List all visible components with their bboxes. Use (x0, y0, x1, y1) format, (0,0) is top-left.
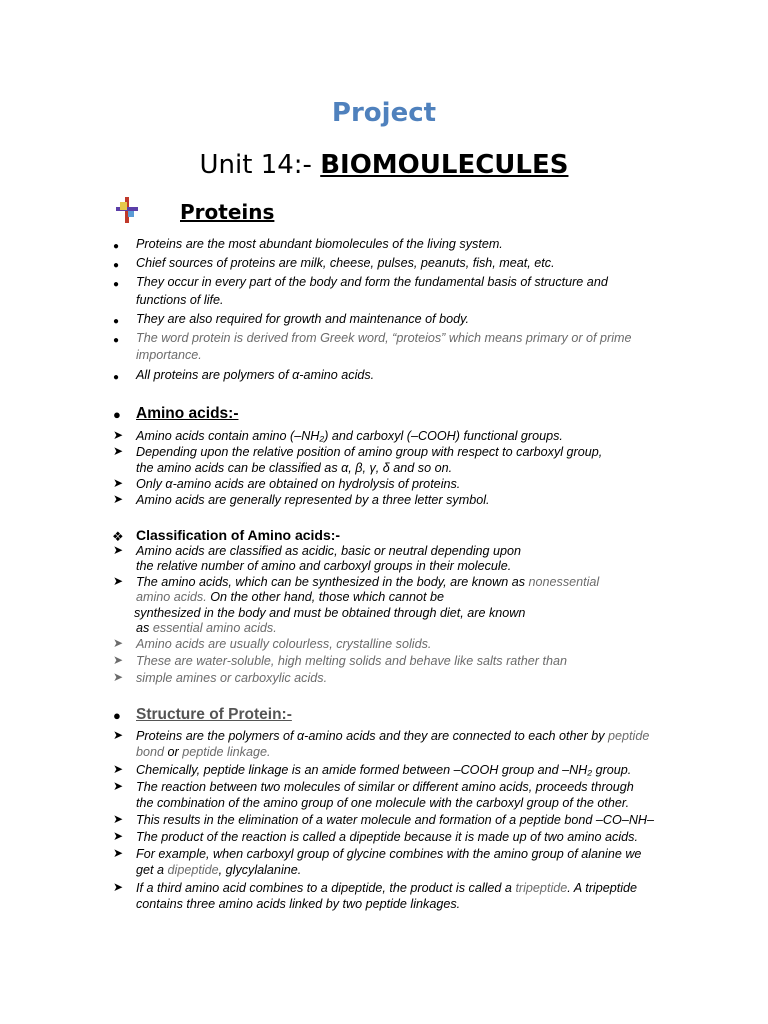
list-item-text: They occur in every part of the body and form the fundamental basis of structure and (136, 275, 608, 289)
list-item-text: This results in the elimination of a water molecule and formation of a peptide bond –CO–NH– (136, 813, 655, 827)
cross-bullet-icon (116, 197, 138, 223)
diamond-bullet-icon: ❖ (112, 529, 124, 544)
list-item-text: Proteins are the polymers of α-amino acids and they are connected to each other by peptide (136, 729, 650, 743)
proteins-heading: Proteins (180, 200, 275, 224)
arrow-bullet-icon: ➤ (113, 444, 124, 458)
list-item-text: the relative number of amino and carboxyl groups in their molecule. (136, 559, 512, 573)
arrow-bullet-icon: ➤ (113, 880, 124, 894)
list-item: ● (113, 335, 120, 346)
arrow-bullet-icon: ➤ (113, 636, 124, 650)
arrow-bullet-icon: ➤ (113, 476, 124, 490)
list-item-text: amino acids. On the other hand, those which cannot be (136, 590, 445, 604)
section-bullet: ● (113, 708, 121, 723)
list-item: ● (113, 279, 120, 290)
list-item-text: The amino acids, which can be synthesized in the body, are known as nonessential (136, 575, 600, 589)
list-item-text: These are water-soluble, high melting solids and behave like salts rather than (136, 654, 567, 668)
list-item-text: For example, when carboxyl group of glycine combines with the amino group of alanine we (136, 847, 642, 861)
arrow-bullet-icon: ➤ (113, 762, 124, 776)
list-item: ● (113, 260, 120, 271)
list-item: ● (113, 241, 120, 252)
list-item-text: the combination of the amino group of one molecule with the carboxyl group of the other. (136, 796, 630, 810)
arrow-bullet-icon: ➤ (113, 574, 124, 588)
unit-name: BIOMOULECULES (320, 150, 569, 180)
list-item-text: Proteins are the most abundant biomolecules of the living system. (136, 237, 503, 251)
list-item-text: contains three amino acids linked by two peptide linkages. (136, 897, 461, 911)
list-item-text: Amino acids are classified as acidic, basic or neutral depending upon (136, 544, 522, 558)
list-item-text: The product of the reaction is called a dipeptide because it is made up of two amino acids. (136, 830, 638, 844)
list-item-text: Amino acids are generally represented by a three letter symbol. (136, 493, 490, 507)
list-item-text: The reaction between two molecules of similar or different amino acids, proceeds through (136, 780, 634, 794)
list-item-text: simple amines or carboxylic acids. (136, 671, 328, 685)
list-item-text: Amino acids are usually colourless, crystalline solids. (136, 637, 432, 651)
arrow-bullet-icon: ➤ (113, 812, 124, 826)
list-item-text: The word protein is derived from Greek word, “proteios” which means primary or of prime (136, 331, 632, 345)
arrow-bullet-icon: ➤ (113, 543, 124, 557)
arrow-bullet-icon: ➤ (113, 829, 124, 843)
arrow-bullet-icon: ➤ (113, 653, 124, 667)
project-title: Project (331, 98, 437, 128)
list-item: ● (113, 316, 120, 327)
list-item-text: bond or peptide linkage. (136, 745, 271, 759)
list-item-text: synthesized in the body and must be obtained through diet, are known (134, 606, 526, 620)
amino-acids-heading: Amino acids:- (136, 405, 239, 422)
arrow-bullet-icon: ➤ (113, 670, 124, 684)
list-item-text: Chief sources of proteins are milk, cheese, pulses, peanuts, fish, meat, etc. (136, 256, 555, 270)
unit-prefix: Unit 14:- (199, 150, 321, 180)
arrow-bullet-icon: ➤ (113, 779, 124, 793)
classification-heading: Classification of Amino acids:- (136, 527, 341, 543)
list-item-text: They are also required for growth and maintenance of body. (136, 312, 469, 326)
list-item-text: importance. (136, 348, 202, 362)
unit-title (0, 150, 768, 180)
arrow-bullet-icon: ➤ (113, 492, 124, 506)
structure-heading: Structure of Protein:- (136, 706, 292, 723)
arrow-bullet-icon: ➤ (113, 846, 124, 860)
list-item-text: If a third amino acid combines to a dipeptide, the product is called a tripeptide. A tripeptide (136, 881, 638, 895)
list-item-text: the amino acids can be classified as α, β, γ, δ and so on. (136, 461, 453, 475)
arrow-bullet-icon: ➤ (113, 428, 124, 442)
list-item-text: Amino acids contain amino (–NH₂) and carboxyl (–COOH) functional groups. (136, 429, 563, 443)
list-item-text: All proteins are polymers of α-amino acids. (136, 368, 375, 382)
list-item-text: Only α-amino acids are obtained on hydrolysis of proteins. (136, 477, 461, 491)
list-item-text: as essential amino acids. (136, 621, 277, 635)
arrow-bullet-icon: ➤ (113, 728, 124, 742)
list-item-text: get a dipeptide, glycylalanine. (136, 863, 302, 877)
list-item-text: functions of life. (136, 293, 224, 307)
list-item: ● (113, 372, 120, 383)
section-bullet: ● (113, 407, 121, 422)
list-item-text: Depending upon the relative position of amino group with respect to carboxyl group, (136, 445, 603, 459)
list-item-text: Chemically, peptide linkage is an amide formed between –COOH group and –NH₂ group. (136, 763, 632, 777)
